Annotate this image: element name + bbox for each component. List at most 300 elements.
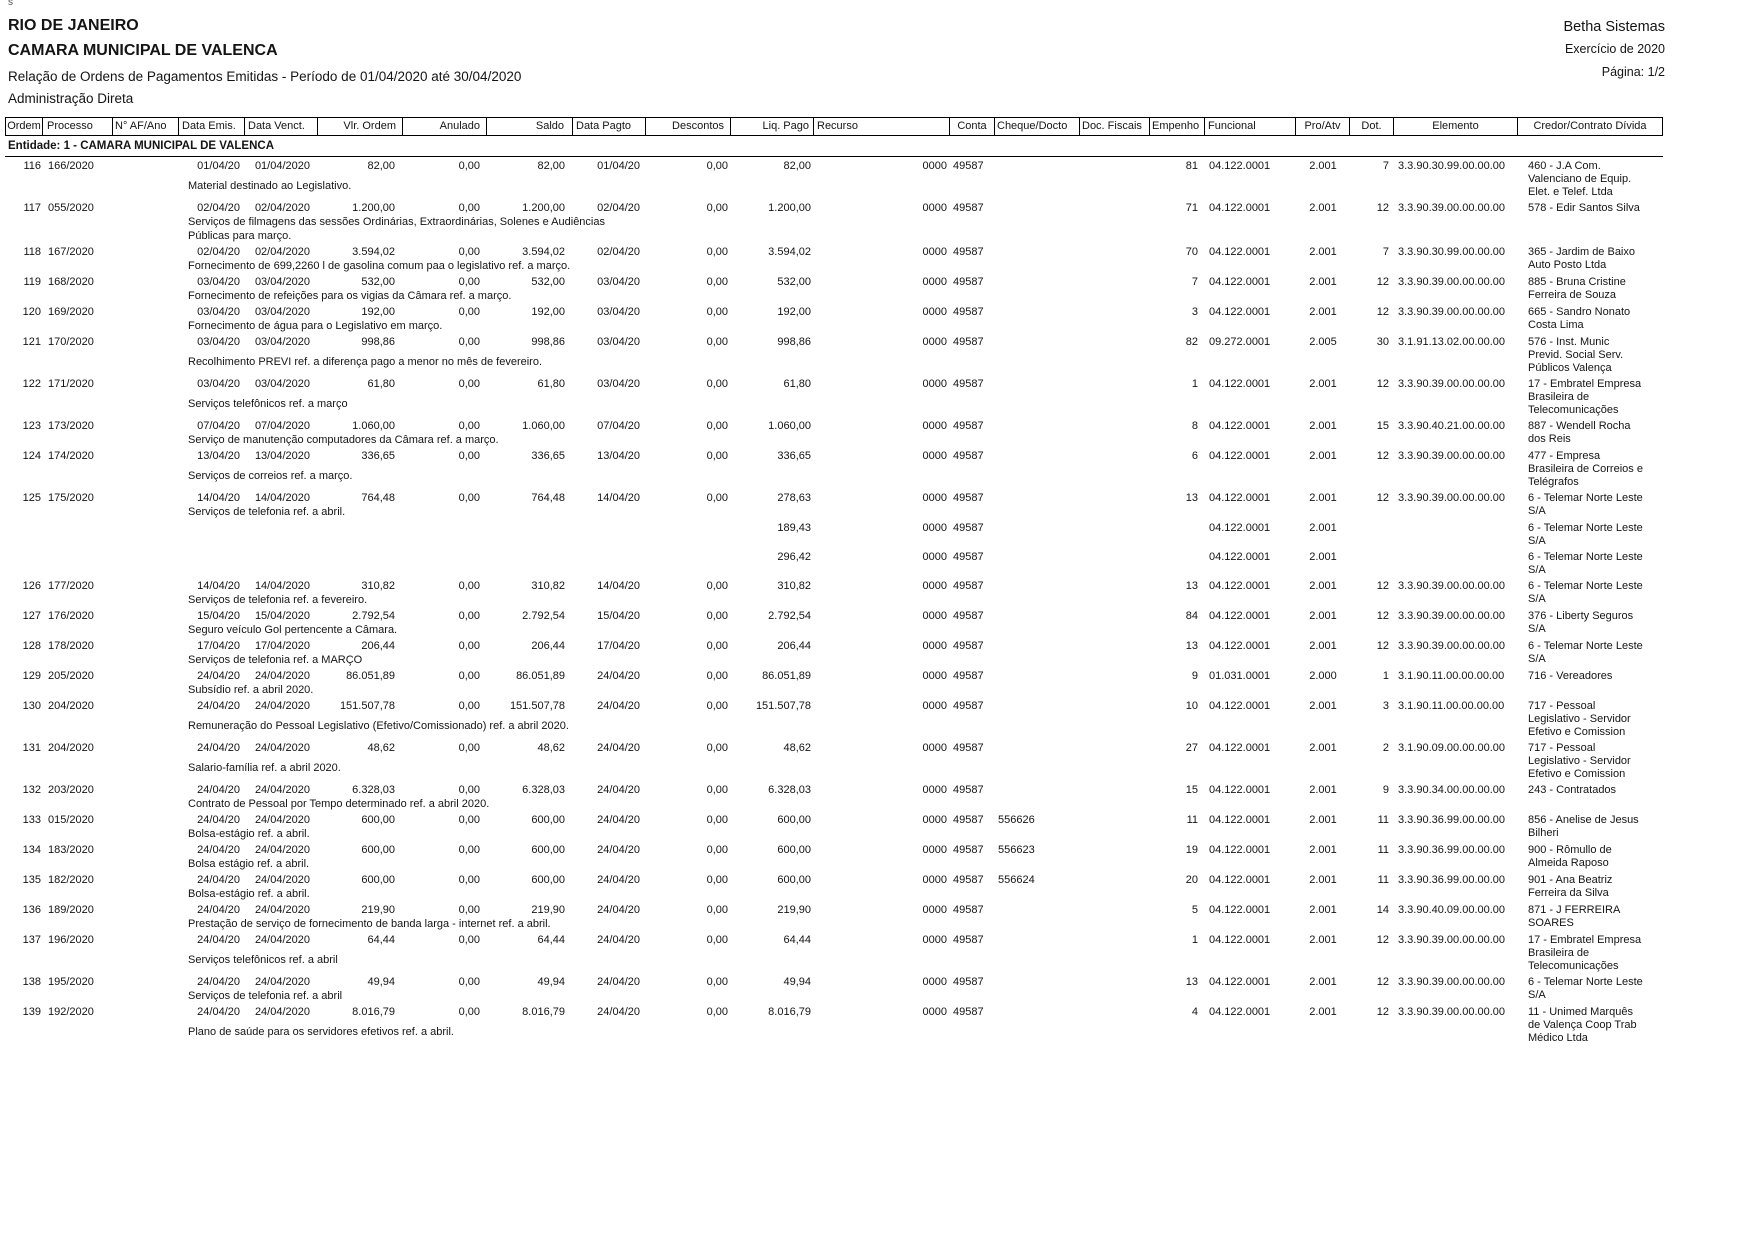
cell-data-emis: 02/04/20 — [197, 202, 240, 214]
cell-processo: 196/2020 — [48, 934, 94, 946]
cell-cheque-docto — [995, 976, 1080, 989]
cell-cheque-docto — [995, 378, 1080, 397]
cell-liq-pago: 151.507,78 — [755, 700, 811, 712]
cell-ordem: 139 — [22, 1006, 41, 1018]
cell-conta: 49587 — [953, 492, 984, 504]
cell-pro-atv: 2.001 — [1309, 160, 1337, 172]
cell-vlr-ordem: 600,00 — [361, 844, 395, 856]
cell-empenho: 27 — [1185, 742, 1198, 754]
table-row — [5, 904, 1663, 931]
cell-dot: 9 — [1382, 784, 1389, 796]
cell-af-ano — [113, 814, 179, 827]
cell-credor: 6 - Telemar Norte Leste S/A — [1528, 976, 1643, 1001]
row-description: Seguro veículo Gol pertencente a Câmara. — [188, 624, 398, 636]
cell-pro-atv: 2.005 — [1309, 336, 1337, 348]
cell-elemento: 3.3.90.39.00.00.00.00 — [1398, 492, 1506, 504]
cell-funcional: 04.122.0001 — [1209, 1006, 1271, 1018]
cell-cheque-docto — [995, 202, 1080, 215]
cell-descontos: 0,00 — [706, 378, 728, 390]
cell-liq-pago: 48,62 — [783, 742, 811, 754]
cell-processo: 203/2020 — [48, 784, 94, 796]
cell-ordem: 132 — [22, 784, 41, 796]
cell-dot: 3 — [1382, 700, 1389, 712]
cell-vlr-ordem: 1.060,00 — [352, 420, 395, 432]
cell-descontos — [646, 522, 731, 535]
row-description: Serviços de filmagens das sessões Ordinárias, Extraordinárias, Solenes e Audiências Públicas para março. — [188, 216, 605, 242]
cell-elemento: 3.3.90.39.00.00.00.00 — [1398, 640, 1506, 652]
cell-funcional: 04.122.0001 — [1209, 904, 1271, 916]
cell-af-ano — [113, 610, 179, 623]
cell-descontos: 0,00 — [706, 160, 728, 172]
table-row — [5, 492, 1663, 519]
cell-processo: 167/2020 — [48, 246, 94, 258]
cell-credor: 6 - Telemar Norte Leste S/A — [1528, 580, 1643, 605]
cell-data-emis: 24/04/20 — [197, 670, 240, 682]
cell-data-emis: 17/04/20 — [197, 640, 240, 652]
cell-data-pagto: 14/04/20 — [597, 580, 640, 592]
cell-elemento: 3.3.90.40.09.00.00.00 — [1398, 904, 1506, 916]
cell-recurso: 0000 — [922, 276, 947, 288]
cell-cheque-docto — [995, 784, 1080, 797]
cell-data-venct: 03/04/2020 — [254, 306, 310, 318]
cell-data-emis — [179, 522, 245, 535]
cell-recurso: 0000 — [922, 610, 947, 622]
cell-vlr-ordem: 1.200,00 — [352, 202, 395, 214]
cell-funcional: 04.122.0001 — [1209, 492, 1271, 504]
cell-anulado: 0,00 — [458, 202, 480, 214]
cell-descontos: 0,00 — [706, 492, 728, 504]
cell-elemento: 3.3.90.34.00.00.00.00 — [1398, 784, 1506, 796]
cell-data-emis: 07/04/20 — [197, 420, 240, 432]
cell-conta: 49587 — [953, 934, 984, 946]
cell-pro-atv: 2.001 — [1309, 551, 1337, 563]
cell-liq-pago: 189,43 — [777, 522, 811, 534]
cell-funcional: 09.272.0001 — [1209, 336, 1271, 348]
cell-af-ano — [113, 640, 179, 653]
cell-anulado: 0,00 — [458, 306, 480, 318]
cell-anulado: 0,00 — [458, 874, 480, 886]
cell-data-emis: 24/04/20 — [197, 742, 240, 754]
cell-pro-atv: 2.001 — [1309, 844, 1337, 856]
cell-data-emis: 14/04/20 — [197, 580, 240, 592]
cell-funcional: 04.122.0001 — [1209, 160, 1271, 172]
cell-anulado: 0,00 — [458, 904, 480, 916]
cell-credor: 901 - Ana Beatriz Ferreira da Silva — [1528, 874, 1613, 899]
row-description: Serviços de telefonia ref. a fevereiro. — [188, 594, 368, 606]
cell-dot: 11 — [1377, 814, 1389, 826]
column-header-empenho: Empenho — [1150, 118, 1205, 135]
cell-liq-pago: 8.016,79 — [768, 1006, 811, 1018]
cell-descontos: 0,00 — [706, 246, 728, 258]
cell-anulado: 0,00 — [458, 420, 480, 432]
cell-conta: 49587 — [953, 700, 984, 712]
cell-af-ano — [113, 306, 179, 319]
cell-doc-fiscais — [1080, 580, 1150, 593]
cell-elemento: 3.1.90.09.00.00.00.00 — [1398, 742, 1506, 754]
row-description: Recolhimento PREVI ref. a diferença pago a menor no mês de fevereiro. — [188, 356, 543, 368]
cell-empenho: 10 — [1185, 700, 1198, 712]
cell-pro-atv: 2.001 — [1309, 640, 1337, 652]
cell-credor: 376 - Liberty Seguros S/A — [1528, 610, 1634, 635]
cell-liq-pago: 336,65 — [777, 450, 811, 462]
cell-descontos: 0,00 — [706, 904, 728, 916]
cell-processo — [43, 522, 113, 535]
cell-recurso: 0000 — [922, 202, 947, 214]
cell-saldo: 48,62 — [537, 742, 565, 754]
cell-funcional: 04.122.0001 — [1209, 874, 1271, 886]
cell-elemento: 3.3.90.39.00.00.00.00 — [1398, 450, 1506, 462]
column-header-elemento: Elemento — [1394, 118, 1518, 135]
cell-conta: 49587 — [953, 276, 984, 288]
cell-cheque-docto — [995, 551, 1080, 564]
cell-dot: 12 — [1376, 450, 1389, 462]
cell-data-emis: 24/04/20 — [197, 874, 240, 886]
column-header-funcional: Funcional — [1205, 118, 1296, 135]
cell-recurso: 0000 — [922, 700, 947, 712]
cell-ordem: 120 — [22, 306, 41, 318]
table-row — [5, 844, 1663, 871]
cell-conta: 49587 — [953, 160, 984, 172]
column-header-af-ano: N° AF/Ano — [113, 118, 179, 135]
table-row — [5, 246, 1663, 273]
cell-ordem: 134 — [22, 844, 41, 856]
cell-af-ano — [113, 276, 179, 289]
cell-af-ano — [113, 934, 179, 953]
cell-empenho: 13 — [1185, 640, 1198, 652]
cell-liq-pago: 6.328,03 — [768, 784, 811, 796]
cell-data-emis: 24/04/20 — [197, 784, 240, 796]
column-header-pro-atv: Pro/Atv — [1296, 118, 1350, 135]
cell-saldo: 6.328,03 — [522, 784, 565, 796]
cell-empenho: 71 — [1185, 202, 1198, 214]
cell-data-venct: 24/04/2020 — [254, 904, 310, 916]
cell-processo: 189/2020 — [48, 904, 94, 916]
cell-data-emis: 24/04/20 — [197, 700, 240, 712]
page-header — [0, 0, 1755, 106]
cell-conta: 49587 — [953, 976, 984, 988]
cell-dot: 2 — [1382, 742, 1389, 754]
cell-descontos — [646, 551, 731, 564]
table-row — [5, 336, 1663, 375]
cell-data-venct: 24/04/2020 — [254, 742, 310, 754]
exercise-year: Exercício de 2020 — [1564, 42, 1665, 56]
cell-af-ano — [113, 580, 179, 593]
column-header-processo: Processo — [43, 118, 113, 135]
cell-credor: 900 - Rômullo de Almeida Raposo — [1528, 844, 1612, 869]
cell-cheque-docto — [995, 640, 1080, 653]
cell-vlr-ordem — [318, 522, 403, 535]
cell-descontos: 0,00 — [706, 580, 728, 592]
cell-recurso: 0000 — [922, 160, 947, 172]
cell-liq-pago: 600,00 — [777, 874, 811, 886]
cell-anulado: 0,00 — [458, 814, 480, 826]
table-row — [5, 976, 1663, 1003]
row-description: Salario-família ref. a abril 2020. — [188, 762, 341, 774]
cell-anulado: 0,00 — [458, 336, 480, 348]
cell-processo: 195/2020 — [48, 976, 94, 988]
column-header-dot: Dot. — [1350, 118, 1394, 135]
cell-dot: 12 — [1376, 580, 1389, 592]
cell-anulado: 0,00 — [458, 934, 480, 946]
cell-pro-atv: 2.001 — [1309, 610, 1337, 622]
cell-doc-fiscais — [1080, 492, 1150, 505]
cell-anulado: 0,00 — [458, 492, 480, 504]
cell-saldo: 532,00 — [531, 276, 565, 288]
scan-artifact-mark: s — [8, 0, 13, 8]
cell-doc-fiscais — [1080, 670, 1150, 683]
table-row — [5, 814, 1663, 841]
cell-data-emis: 24/04/20 — [197, 1006, 240, 1018]
cell-liq-pago: 2.792,54 — [768, 610, 811, 622]
cell-cheque-docto — [995, 700, 1080, 719]
cell-empenho: 11 — [1186, 814, 1198, 826]
cell-data-pagto: 24/04/20 — [597, 670, 640, 682]
cell-ordem: 125 — [22, 492, 41, 504]
cell-funcional: 04.122.0001 — [1209, 306, 1271, 318]
cell-processo: 177/2020 — [48, 580, 94, 592]
cell-saldo: 64,44 — [537, 934, 565, 946]
cell-funcional: 04.122.0001 — [1209, 742, 1271, 754]
cell-conta: 49587 — [953, 784, 984, 796]
cell-credor: 885 - Bruna Cristine Ferreira de Souza — [1528, 276, 1626, 301]
cell-processo: 178/2020 — [48, 640, 94, 652]
cell-vlr-ordem: 998,86 — [361, 336, 395, 348]
cell-dot: 12 — [1376, 610, 1389, 622]
table-row — [5, 551, 1663, 577]
cell-credor: 17 - Embratel Empresa Brasileira de Telecomunicações — [1528, 378, 1642, 416]
cell-vlr-ordem: 48,62 — [367, 742, 395, 754]
cell-saldo: 151.507,78 — [509, 700, 565, 712]
cell-descontos: 0,00 — [706, 976, 728, 988]
cell-doc-fiscais — [1080, 976, 1150, 989]
row-description: Subsídio ref. a abril 2020. — [188, 684, 314, 696]
cell-empenho: 3 — [1191, 306, 1198, 318]
row-description: Fornecimento de 699,2260 l de gasolina comum paa o legislativo ref. a março. — [188, 260, 571, 272]
cell-af-ano — [113, 551, 179, 564]
cell-credor: 856 - Anelise de Jesus Bilheri — [1528, 814, 1639, 839]
cell-data-venct: 07/04/2020 — [254, 420, 310, 432]
cell-conta: 49587 — [953, 1006, 984, 1018]
cell-liq-pago: 3.594,02 — [768, 246, 811, 258]
cell-empenho: 82 — [1185, 336, 1198, 348]
cell-data-venct: 24/04/2020 — [254, 976, 310, 988]
cell-dot: 12 — [1376, 976, 1389, 988]
cell-descontos: 0,00 — [706, 306, 728, 318]
cell-cheque-docto: 556626 — [998, 814, 1035, 826]
cell-credor: 6 - Telemar Norte Leste S/A — [1528, 522, 1643, 547]
cell-funcional: 01.031.0001 — [1209, 670, 1271, 682]
cell-liq-pago: 49,94 — [783, 976, 811, 988]
system-name: Betha Sistemas — [1563, 19, 1665, 35]
cell-dot: 12 — [1376, 640, 1389, 652]
cell-elemento: 3.3.90.36.99.00.00.00 — [1398, 844, 1506, 856]
cell-anulado: 0,00 — [458, 580, 480, 592]
cell-ordem: 135 — [22, 874, 41, 886]
cell-cheque-docto — [995, 160, 1080, 179]
cell-dot: 12 — [1376, 1006, 1389, 1018]
cell-doc-fiscais — [1080, 202, 1150, 215]
cell-anulado: 0,00 — [458, 276, 480, 288]
cell-elemento: 3.3.90.36.99.00.00.00 — [1398, 814, 1506, 826]
cell-cheque-docto — [995, 610, 1080, 623]
cell-cheque-docto — [995, 934, 1080, 953]
cell-af-ano — [113, 1006, 179, 1025]
cell-doc-fiscais — [1080, 522, 1150, 535]
cell-vlr-ordem: 219,90 — [361, 904, 395, 916]
column-header-data-pagto: Data Pagto — [573, 118, 646, 135]
cell-doc-fiscais — [1080, 814, 1150, 827]
cell-ordem: 119 — [23, 276, 41, 288]
column-header-conta: Conta — [950, 118, 995, 135]
cell-ordem — [5, 551, 43, 564]
column-header-descontos: Descontos — [646, 118, 731, 135]
cell-credor: 365 - Jardim de Baixo Auto Posto Ltda — [1528, 246, 1635, 271]
cell-credor: 17 - Embratel Empresa Brasileira de Telecomunicações — [1528, 934, 1642, 972]
cell-recurso: 0000 — [922, 844, 947, 856]
cell-descontos: 0,00 — [706, 640, 728, 652]
cell-conta: 49587 — [953, 670, 984, 682]
cell-cheque-docto: 556624 — [998, 874, 1035, 886]
cell-ordem: 126 — [22, 580, 41, 592]
cell-vlr-ordem: 49,94 — [367, 976, 395, 988]
cell-dot: 7 — [1382, 160, 1389, 172]
cell-pro-atv: 2.001 — [1309, 742, 1337, 754]
cell-processo: 170/2020 — [48, 336, 94, 348]
cell-data-venct: 14/04/2020 — [254, 492, 310, 504]
cell-liq-pago: 600,00 — [777, 844, 811, 856]
cell-empenho: 8 — [1191, 420, 1198, 432]
cell-dot: 12 — [1376, 202, 1389, 214]
cell-data-emis: 24/04/20 — [197, 814, 240, 826]
cell-af-ano — [113, 742, 179, 761]
cell-data-pagto: 03/04/20 — [597, 306, 640, 318]
cell-data-venct: 24/04/2020 — [254, 934, 310, 946]
cell-anulado: 0,00 — [458, 844, 480, 856]
cell-recurso: 0000 — [922, 874, 947, 886]
cell-cheque-docto — [995, 904, 1080, 917]
cell-recurso: 0000 — [922, 580, 947, 592]
cell-data-venct: 02/04/2020 — [254, 246, 310, 258]
cell-descontos: 0,00 — [706, 874, 728, 886]
cell-af-ano — [113, 246, 179, 259]
cell-doc-fiscais — [1080, 551, 1150, 564]
cell-descontos: 0,00 — [706, 934, 728, 946]
cell-data-venct: 15/04/2020 — [254, 610, 310, 622]
cell-empenho: 1 — [1191, 378, 1198, 390]
cell-dot: 30 — [1376, 336, 1389, 348]
table-body — [5, 160, 1663, 1045]
cell-pro-atv: 2.001 — [1309, 904, 1337, 916]
cell-empenho: 81 — [1185, 160, 1198, 172]
cell-recurso: 0000 — [922, 976, 947, 988]
cell-recurso: 0000 — [922, 1006, 947, 1018]
cell-cheque-docto — [995, 420, 1080, 433]
cell-funcional: 04.122.0001 — [1209, 610, 1271, 622]
cell-doc-fiscais — [1080, 610, 1150, 623]
cell-ordem: 124 — [22, 450, 41, 462]
cell-data-venct: 24/04/2020 — [254, 700, 310, 712]
cell-data-emis: 24/04/20 — [197, 934, 240, 946]
column-header-doc-fiscais: Doc. Fiscais — [1080, 118, 1150, 135]
report-title: Relação de Ordens de Pagamentos Emitidas - Período de 01/04/2020 até 30/04/2020 — [8, 69, 522, 84]
cell-empenho — [1150, 551, 1205, 564]
column-header-credor: Credor/Contrato Dívida — [1518, 118, 1663, 135]
cell-cheque-docto — [995, 246, 1080, 259]
cell-descontos: 0,00 — [706, 700, 728, 712]
cell-dot: 11 — [1377, 844, 1389, 856]
cell-anulado: 0,00 — [458, 670, 480, 682]
row-description: Serviços de correios ref. a março. — [188, 470, 353, 482]
cell-saldo: 86.051,89 — [516, 670, 565, 682]
cell-dot: 7 — [1382, 246, 1389, 258]
cell-doc-fiscais — [1080, 742, 1150, 761]
cell-credor: 6 - Telemar Norte Leste S/A — [1528, 551, 1643, 576]
cell-doc-fiscais — [1080, 784, 1150, 797]
cell-recurso: 0000 — [922, 904, 947, 916]
cell-dot: 11 — [1377, 874, 1389, 886]
cell-conta: 49587 — [953, 551, 984, 563]
column-header-liq-pago: Liq. Pago — [731, 118, 814, 135]
cell-data-pagto: 24/04/20 — [597, 934, 640, 946]
cell-data-pagto: 17/04/20 — [597, 640, 640, 652]
cell-ordem: 121 — [22, 336, 41, 348]
cell-processo: 169/2020 — [48, 306, 94, 318]
cell-data-emis: 03/04/20 — [197, 276, 240, 288]
cell-funcional: 04.122.0001 — [1209, 420, 1271, 432]
cell-empenho: 70 — [1185, 246, 1198, 258]
cell-data-venct: 24/04/2020 — [254, 784, 310, 796]
cell-vlr-ordem: 86.051,89 — [346, 670, 395, 682]
cell-elemento: 3.3.90.40.21.00.00.00 — [1398, 420, 1506, 432]
cell-data-emis: 24/04/20 — [197, 976, 240, 988]
cell-credor: 578 - Edir Santos Silva — [1528, 202, 1640, 214]
cell-cheque-docto — [995, 670, 1080, 683]
cell-pro-atv: 2.001 — [1309, 580, 1337, 592]
cell-data-emis: 15/04/20 — [197, 610, 240, 622]
cell-cheque-docto — [995, 1006, 1080, 1025]
cell-doc-fiscais — [1080, 246, 1150, 259]
table-row — [5, 202, 1663, 243]
cell-dot: 12 — [1376, 276, 1389, 288]
row-description: Prestação de serviço de fornecimento de banda larga - internet ref. a abril. — [188, 918, 551, 930]
cell-data-venct: 02/04/2020 — [254, 202, 310, 214]
cell-recurso: 0000 — [922, 742, 947, 754]
cell-dot: 1 — [1382, 670, 1389, 682]
cell-liq-pago: 86.051,89 — [762, 670, 811, 682]
report-header-right — [1563, 17, 1665, 79]
cell-liq-pago: 296,42 — [777, 551, 811, 563]
cell-funcional: 04.122.0001 — [1209, 551, 1271, 563]
cell-credor: 243 - Contratados — [1528, 784, 1617, 796]
cell-data-pagto: 03/04/20 — [597, 276, 640, 288]
table-row — [5, 742, 1663, 781]
cell-descontos: 0,00 — [706, 450, 728, 462]
cell-anulado: 0,00 — [458, 1006, 480, 1018]
cell-af-ano — [113, 450, 179, 469]
cell-credor: 887 - Wendell Rocha dos Reis — [1528, 420, 1631, 445]
cell-funcional: 04.122.0001 — [1209, 202, 1271, 214]
cell-saldo: 49,94 — [537, 976, 565, 988]
cell-cheque-docto — [995, 580, 1080, 593]
cell-data-venct: 17/04/2020 — [254, 640, 310, 652]
cell-processo: 168/2020 — [48, 276, 94, 288]
cell-elemento: 3.3.90.30.99.00.00.00 — [1398, 160, 1506, 172]
cell-af-ano — [113, 904, 179, 917]
cell-dot: 12 — [1376, 492, 1389, 504]
table-row — [5, 934, 1663, 973]
cell-cheque-docto — [995, 450, 1080, 469]
cell-data-venct: 24/04/2020 — [254, 844, 310, 856]
